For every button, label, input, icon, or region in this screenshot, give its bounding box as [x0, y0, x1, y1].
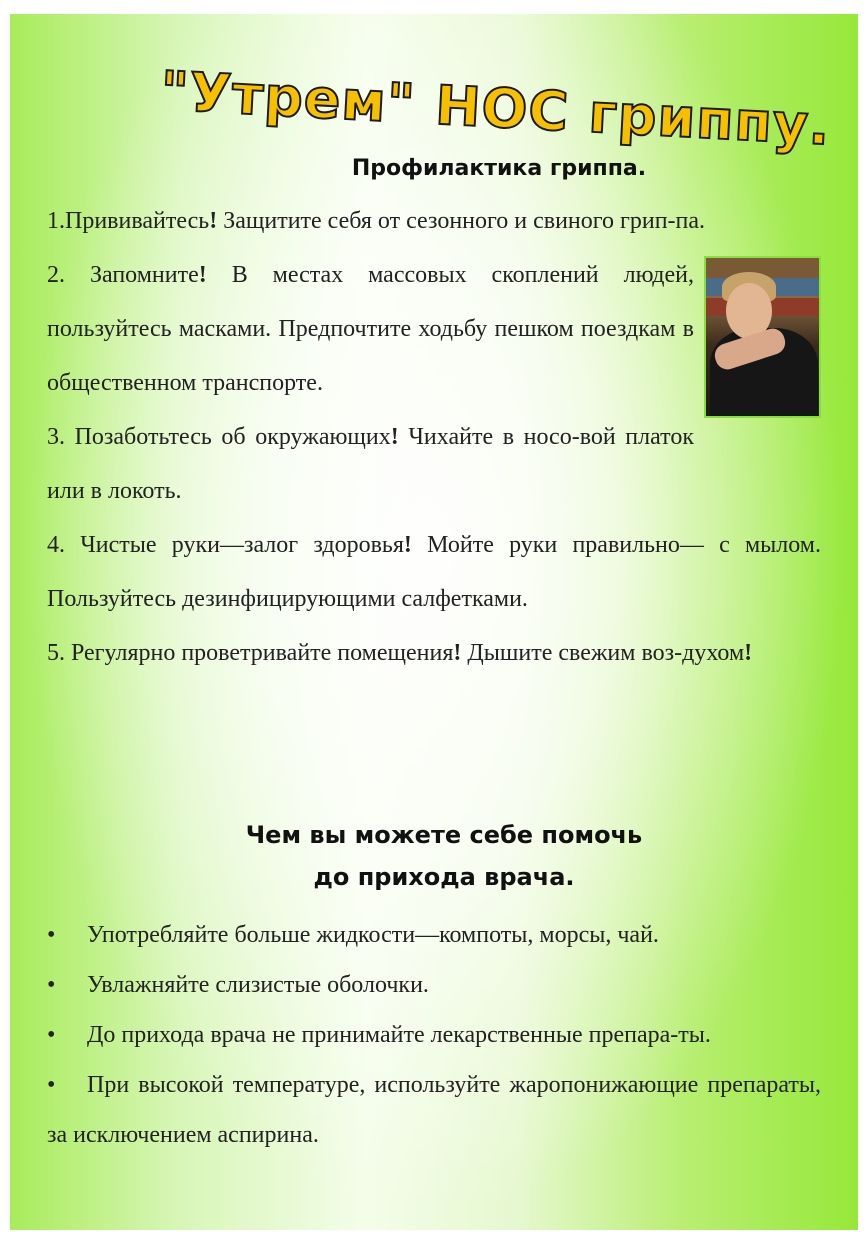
list-item: [47, 910, 821, 960]
help-heading-line-2: до прихода врача.: [313, 863, 575, 891]
tip-5-rest: Дышите свежим воз-духом: [461, 640, 745, 666]
tip-3-rest: Чихайте в носо-вой платок или в локоть.: [47, 424, 694, 504]
list-item-text: Употребляйте больше жидкости—компоты, морсы, чай.: [87, 922, 659, 948]
exclamation: !: [744, 640, 753, 666]
list-item-text: До прихода врача не принимайте лекарственные препара-ты.: [87, 1022, 711, 1048]
help-heading: [10, 814, 858, 898]
bullet-icon: •: [47, 922, 56, 948]
tip-4: [47, 518, 821, 626]
sneezing-woman-photo: [704, 256, 821, 418]
exclamation: !: [403, 532, 412, 558]
tip-1-text: 1.Прививайтесь: [47, 208, 210, 234]
tip-1: [47, 194, 821, 248]
tip-3: [47, 410, 821, 518]
bullet-icon: •: [47, 1072, 56, 1098]
list-item-text: При высокой температуре, используйте жаропонижающие препараты, за исключением аспирина.: [47, 1072, 821, 1148]
exclamation: !: [453, 640, 462, 666]
bullet-icon: •: [47, 972, 56, 998]
exclamation: !: [198, 262, 207, 288]
tip-1-rest: Защитите себя от сезонного и свиного грип-па.: [217, 208, 706, 234]
poster-subtitle: Профилактика гриппа.: [351, 156, 647, 181]
bullet-icon: •: [47, 1022, 56, 1048]
help-list: [47, 910, 821, 1160]
tips-list: [47, 194, 821, 680]
tip-5: [47, 626, 821, 680]
poster: [10, 14, 858, 1230]
list-item: [47, 1060, 821, 1160]
tip-4-rest: Мойте руки правильно— с мылом. Пользуйтесь дезинфицирующими салфетками.: [47, 532, 821, 612]
tip-2-rest: В местах массовых скоплений людей, пользуйтесь масками. Предпочтите ходьбу пешком поездкам в общественном транспорте.: [47, 262, 694, 396]
exclamation: !: [390, 424, 399, 450]
tip-2-text: 2. Запомните: [47, 262, 199, 288]
help-heading-line-1: Чем вы можете себе помочь: [245, 821, 643, 849]
list-item: [47, 1010, 821, 1060]
list-item: [47, 960, 821, 1010]
tip-4-text: 4. Чистые руки—залог здоровья: [47, 532, 404, 558]
tip-5-text: 5. Регулярно проветривайте помещения: [47, 640, 454, 666]
list-item-text: Увлажняйте слизистые оболочки.: [87, 972, 429, 998]
exclamation: !: [209, 208, 218, 234]
tip-3-text: 3. Позаботьтесь об окружающих: [47, 424, 391, 450]
poster-title: "Утрем" НОС гриппу.: [158, 59, 833, 158]
